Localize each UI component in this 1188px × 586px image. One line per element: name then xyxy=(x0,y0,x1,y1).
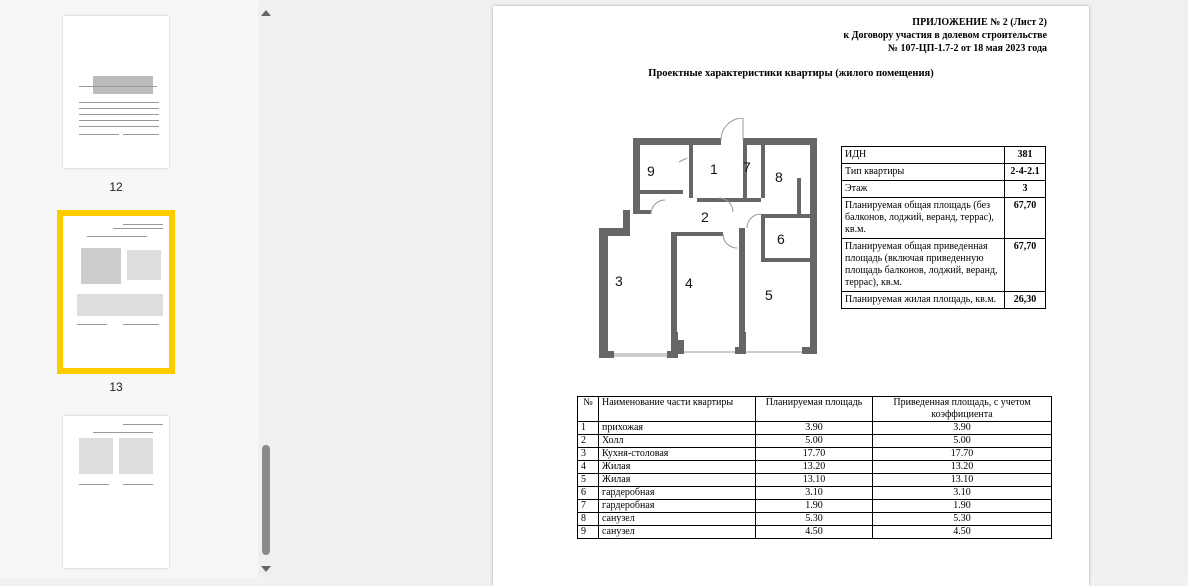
room-area: 17.70 xyxy=(756,448,873,461)
column-header: Планируемая площадь xyxy=(756,397,873,422)
room-reduced-area: 1.90 xyxy=(873,500,1052,513)
room-reduced-area: 5.00 xyxy=(873,435,1052,448)
room-reduced-area: 3.10 xyxy=(873,487,1052,500)
table-row xyxy=(578,448,1052,461)
rooms-table xyxy=(577,396,1052,539)
room-area: 4.50 xyxy=(756,526,873,539)
room-area: 3.90 xyxy=(756,422,873,435)
room-label-1: 1 xyxy=(710,161,718,177)
table-row xyxy=(842,292,1046,309)
table-row xyxy=(578,487,1052,500)
room-name: Жилая xyxy=(599,461,756,474)
room-label-8: 8 xyxy=(775,169,783,185)
room-label-3: 3 xyxy=(615,273,623,289)
room-number: 3 xyxy=(578,448,599,461)
room-reduced-area: 3.90 xyxy=(873,422,1052,435)
table-row xyxy=(842,147,1046,164)
scroll-up-icon[interactable] xyxy=(261,10,271,16)
room-number: 6 xyxy=(578,487,599,500)
table-row xyxy=(842,181,1046,198)
table-row xyxy=(842,198,1046,239)
column-header: Наименование части квартиры xyxy=(599,397,756,422)
table-row xyxy=(842,239,1046,292)
room-name: Жилая xyxy=(599,474,756,487)
thumbnail-page-number: 13 xyxy=(109,380,123,394)
table-row xyxy=(578,500,1052,513)
room-number: 4 xyxy=(578,461,599,474)
info-label: Планируемая жилая площадь, кв.м. xyxy=(842,292,1005,309)
room-area: 5.30 xyxy=(756,513,873,526)
thumbnail-sidebar xyxy=(0,0,258,578)
table-row xyxy=(578,422,1052,435)
room-label-9: 9 xyxy=(647,163,655,179)
table-row xyxy=(578,513,1052,526)
room-reduced-area: 17.70 xyxy=(873,448,1052,461)
room-label-6: 6 xyxy=(777,231,785,247)
info-value: 2-4-2.1 xyxy=(1005,164,1046,181)
room-reduced-area: 13.20 xyxy=(873,461,1052,474)
thumbnail-page-14[interactable] xyxy=(63,416,169,568)
info-label: Планируемая общая приведенная площадь (включая приведенную площадь балконов, лоджий, веранд, террас), кв.м. xyxy=(842,239,1005,292)
column-header: Приведенная площадь, с учетом коэффициента xyxy=(873,397,1052,422)
room-name: санузел xyxy=(599,513,756,526)
sidebar-scrollbar[interactable] xyxy=(258,0,274,578)
room-name: гардеробная xyxy=(599,500,756,513)
document-page xyxy=(493,6,1089,586)
room-reduced-area: 13.10 xyxy=(873,474,1052,487)
appendix-header xyxy=(843,16,1047,55)
table-row xyxy=(842,164,1046,181)
room-label-5: 5 xyxy=(765,287,773,303)
appendix-line: к Договору участия в долевом строительстве xyxy=(843,30,1047,41)
appendix-line: ПРИЛОЖЕНИЕ № 2 (Лист 2) xyxy=(912,17,1047,28)
info-value: 67,70 xyxy=(1005,239,1046,292)
info-value: 67,70 xyxy=(1005,198,1046,239)
info-label: Тип квартиры xyxy=(842,164,1005,181)
table-row xyxy=(578,435,1052,448)
room-name: санузел xyxy=(599,526,756,539)
scrollbar-thumb[interactable] xyxy=(262,445,270,555)
apartment-info-table xyxy=(841,146,1046,309)
room-name: Кухня-столовая xyxy=(599,448,756,461)
room-number: 1 xyxy=(578,422,599,435)
table-header-row xyxy=(578,397,1052,422)
room-area: 13.10 xyxy=(756,474,873,487)
room-area: 5.00 xyxy=(756,435,873,448)
page-title: Проектные характеристики квартиры (жилого помещения) xyxy=(648,68,934,79)
room-number: 9 xyxy=(578,526,599,539)
room-label-4: 4 xyxy=(685,275,693,291)
table-row xyxy=(578,461,1052,474)
room-reduced-area: 4.50 xyxy=(873,526,1052,539)
info-label: ИДН xyxy=(842,147,1005,164)
info-value: 381 xyxy=(1005,147,1046,164)
room-area: 1.90 xyxy=(756,500,873,513)
room-name: гардеробная xyxy=(599,487,756,500)
room-name: Холл xyxy=(599,435,756,448)
room-number: 7 xyxy=(578,500,599,513)
info-label: Этаж xyxy=(842,181,1005,198)
room-label-2: 2 xyxy=(701,209,709,225)
room-area: 13.20 xyxy=(756,461,873,474)
table-row xyxy=(578,474,1052,487)
table-row xyxy=(578,526,1052,539)
room-number: 8 xyxy=(578,513,599,526)
info-label: Планируемая общая площадь (без балконов, лоджий, веранд, террас), кв.м. xyxy=(842,198,1005,239)
room-area: 3.10 xyxy=(756,487,873,500)
room-name: прихожая xyxy=(599,422,756,435)
thumbnail-page-12[interactable] xyxy=(63,16,169,168)
room-label-7: 7 xyxy=(743,159,751,175)
room-number: 5 xyxy=(578,474,599,487)
thumbnail-page-number: 12 xyxy=(109,180,123,194)
column-header: № xyxy=(578,397,599,422)
info-value: 26,30 xyxy=(1005,292,1046,309)
appendix-line: № 107-ЦП-1.7-2 от 18 мая 2023 года xyxy=(887,43,1047,54)
floor-plan xyxy=(597,118,827,368)
thumbnail-page-13[interactable] xyxy=(63,216,169,368)
scroll-down-icon[interactable] xyxy=(261,566,271,572)
room-number: 2 xyxy=(578,435,599,448)
info-value: 3 xyxy=(1005,181,1046,198)
room-reduced-area: 5.30 xyxy=(873,513,1052,526)
